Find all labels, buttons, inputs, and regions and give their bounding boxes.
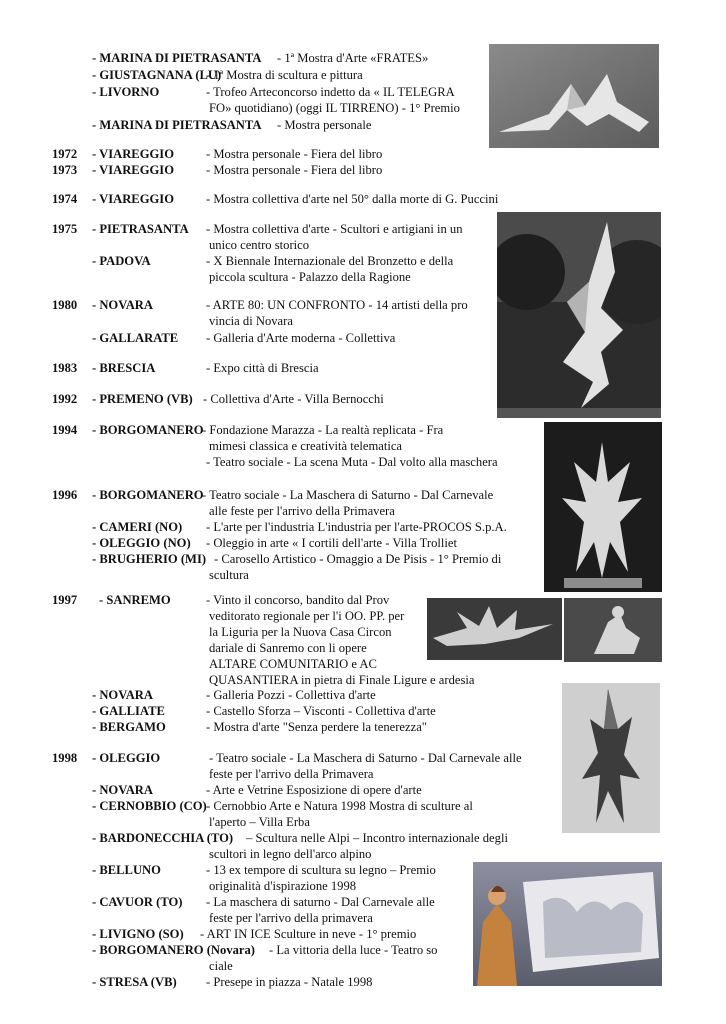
sculpture-photo-6 — [562, 683, 660, 833]
entry-place: - BORGOMANERO — [92, 488, 204, 502]
entry-place: - LIVORNO — [92, 85, 160, 99]
entry-place: - VIAREGGIO — [92, 163, 174, 177]
entry-year: 1997 — [52, 593, 78, 607]
sculpture-photo-1 — [489, 44, 659, 148]
entry-place: - MARINA DI PIETRASANTA — [92, 51, 262, 65]
entry-desc: - ART IN ICE Sculture in neve - 1° premio — [200, 927, 417, 941]
entry-year: 1983 — [52, 361, 78, 375]
entry-place: - BARDONECCHIA (TO) — [92, 831, 234, 845]
entry-place: - VIAREGGIO — [92, 192, 174, 206]
entry-place: - SANREMO — [99, 593, 171, 607]
entry-desc: - Teatro sociale - La Maschera di Saturno - Dal Carnevale alle — [209, 751, 522, 765]
entry-desc: la Liguria per la Nuova Casa Circon — [209, 625, 392, 639]
entry-year: 1972 — [52, 147, 78, 161]
entry-place: - NOVARA — [92, 298, 153, 312]
entry-place: - BELLUNO — [92, 863, 161, 877]
entry-desc: mimesi classica e creatività telematica — [209, 439, 403, 453]
entry-desc: - Arte e Vetrine Esposizione di opere d'arte — [206, 783, 422, 797]
entry-year: 1992 — [52, 392, 78, 406]
entry-desc: - Mostra personale - Fiera del libro — [206, 147, 383, 161]
entry-desc: - Mostra personale - Fiera del libro — [206, 163, 383, 177]
entry-place: - BRUGHERIO (MI) — [92, 552, 207, 566]
entry-desc: - Trofeo Arteconcorso indetto da « IL TELEGRA — [206, 85, 455, 99]
entry-place: - CAMERI (NO) — [92, 520, 183, 534]
entry-desc: – Scultura nelle Alpi – Incontro internazionale degli — [246, 831, 508, 845]
entry-desc: - Expo città di Brescia — [206, 361, 319, 375]
entry-desc: - Cernobbio Arte e Natura 1998 Mostra di sculture al — [206, 799, 473, 813]
entry-desc: - Mostra personale — [277, 118, 372, 132]
entry-place: - CAVUOR (TO) — [92, 895, 183, 909]
entry-place: - OLEGGIO — [92, 751, 161, 765]
entry-desc: alle feste per l'arrivo della Primavera — [209, 504, 395, 518]
entry-place: - GALLIATE — [92, 704, 165, 718]
entry-desc: - Fondazione Marazza - La realtà replicata - Fra — [202, 423, 444, 437]
entry-place: - GIUSTAGNANA (LU) — [92, 68, 222, 82]
entry-year: 1973 — [52, 163, 78, 177]
entry-desc: scultura — [209, 568, 249, 582]
entry-desc: - Carosello Artistico - Omaggio a De Pisis - 1° Premio di — [214, 552, 502, 566]
entry-desc: - Vinto il concorso, bandito dal Prov — [206, 593, 390, 607]
entry-desc: originalità d'ispirazione 1998 — [209, 879, 357, 893]
entry-year: 1980 — [52, 298, 78, 312]
entry-place: - NOVARA — [92, 688, 153, 702]
entry-desc: - Presepe in piazza - Natale 1998 — [206, 975, 373, 989]
entry-desc: piccola scultura - Palazzo della Ragione — [209, 270, 411, 284]
sculpture-photo-4 — [427, 598, 562, 660]
entry-place: - PADOVA — [92, 254, 151, 268]
entry-desc: - ARTE 80: UN CONFRONTO - 14 artisti della pro — [206, 298, 468, 312]
entry-place: - OLEGGIO (NO) — [92, 536, 191, 550]
entry-place: - BRESCIA — [92, 361, 156, 375]
entry-desc: - Mostra collettiva d'arte - Scultori e artigiani in un — [206, 222, 463, 236]
entry-desc: - Mostra d'arte "Senza perdere la tenerezza" — [206, 720, 427, 734]
entry-desc: - Castello Sforza – Visconti - Collettiva d'arte — [206, 704, 436, 718]
sculpture-photo-3 — [544, 422, 662, 592]
entry-desc: feste per l'arrivo della primavera — [209, 911, 373, 925]
entry-desc: - 13 ex tempore di scultura su legno – Premio — [206, 863, 436, 877]
entry-desc: vincia di Novara — [209, 314, 293, 328]
entry-desc: - Galleria Pozzi - Collettiva d'arte — [206, 688, 376, 702]
entry-place: - PREMENO (VB) — [92, 392, 193, 406]
entry-year: 1996 — [52, 488, 78, 502]
entry-desc: - La maschera di saturno - Dal Carnevale alle — [206, 895, 435, 909]
entry-place: - STRESA (VB) — [92, 975, 177, 989]
entry-place: - PIETRASANTA — [92, 222, 189, 236]
entry-desc: feste per l'arrivo della Primavera — [209, 767, 374, 781]
entry-place: - VIAREGGIO — [92, 147, 174, 161]
entry-place: - MARINA DI PIETRASANTA — [92, 118, 262, 132]
entry-desc: ciale — [209, 959, 233, 973]
entry-place: - BERGAMO — [92, 720, 166, 734]
entry-year: 1994 — [52, 423, 78, 437]
entry-place: - LIVIGNO (SO) — [92, 927, 184, 941]
entry-year: 1974 — [52, 192, 78, 206]
entry-place: - BORGOMANERO — [92, 423, 204, 437]
entry-desc: - L'arte per l'industria L'industria per l'arte-PROCOS S.p.A. — [206, 520, 507, 534]
entry-year: 1975 — [52, 222, 78, 236]
sculpture-photo-7 — [473, 862, 662, 986]
sculpture-photo-5 — [564, 598, 662, 662]
entry-desc: - Mostra collettiva d'arte nel 50° dalla morte di G. Puccini — [206, 192, 499, 206]
entry-desc: - X Biennale Internazionale del Bronzetto e della — [206, 254, 454, 268]
entry-desc: ALTARE COMUNITARIO e AC — [209, 657, 377, 671]
entry-desc: FO» quotidiano) (oggi IL TIRRENO) - 1° Premio — [209, 101, 460, 115]
entry-desc: - 1ª Mostra di scultura e pittura — [206, 68, 363, 82]
entry-place: - NOVARA — [92, 783, 153, 797]
entry-desc: l'aperto – Villa Erba — [209, 815, 310, 829]
entry-year: 1998 — [52, 751, 78, 765]
entry-desc: scultori in legno dell'arco alpino — [209, 847, 372, 861]
entry-place: - CERNOBBIO (CO) — [92, 799, 207, 813]
entry-desc: veditorato regionale per l'i OO. PP. per — [209, 609, 405, 623]
entry-desc: - Teatro sociale - La Maschera di Saturno - Dal Carnevale — [202, 488, 494, 502]
entry-desc: QUASANTIERA in pietra di Finale Ligure e ardesia — [209, 673, 475, 687]
entry-desc: - 1ª Mostra d'Arte «FRATES» — [277, 51, 429, 65]
entry-desc: unico centro storico — [209, 238, 310, 252]
entry-place: - BORGOMANERO (Novara) — [92, 943, 255, 957]
sculpture-photo-2 — [497, 212, 661, 418]
entry-desc: - Galleria d'Arte moderna - Collettiva — [206, 331, 396, 345]
entry-desc: - Teatro sociale - La scena Muta - Dal volto alla maschera — [206, 455, 498, 469]
entry-desc: - Oleggio in arte « I cortili dell'arte - Villa Trolliet — [206, 536, 458, 550]
entry-desc: dariale di Sanremo con li opere — [209, 641, 367, 655]
entry-desc: - La vittoria della luce - Teatro so — [269, 943, 438, 957]
entry-place: - GALLARATE — [92, 331, 179, 345]
entry-desc: - Collettiva d'Arte - Villa Bernocchi — [203, 392, 384, 406]
